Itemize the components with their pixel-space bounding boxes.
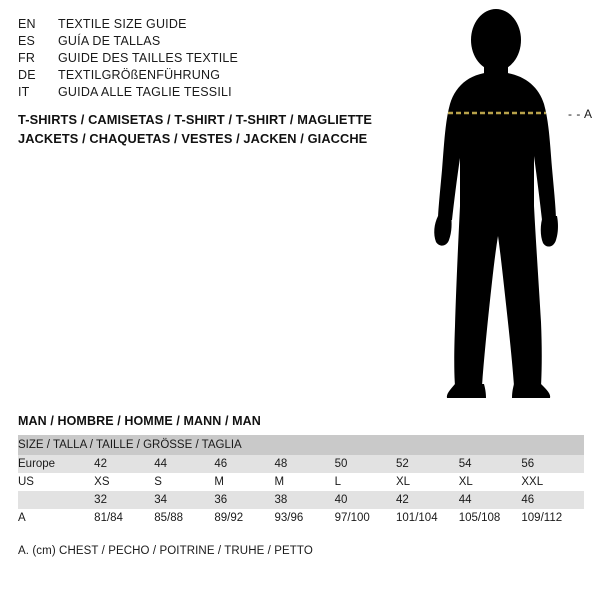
row-label: A xyxy=(18,509,94,527)
row-value: 50 xyxy=(335,455,396,473)
row-value: 48 xyxy=(275,455,335,473)
row-value: XL xyxy=(459,473,522,491)
language-code: IT xyxy=(18,85,30,99)
row-value: 46 xyxy=(521,491,584,509)
row-value: 97/100 xyxy=(335,509,396,527)
row-value: L xyxy=(335,473,396,491)
table-row xyxy=(18,455,584,473)
body-figure xyxy=(400,6,600,406)
row-value: 105/108 xyxy=(459,509,522,527)
row-value: 52 xyxy=(396,455,459,473)
language-row xyxy=(18,16,398,33)
table-row xyxy=(18,491,584,509)
row-value: 54 xyxy=(459,455,522,473)
language-code: EN xyxy=(18,17,36,31)
size-table xyxy=(18,435,584,527)
table-group-title: MAN / HOMBRE / HOMME / MANN / MAN xyxy=(18,414,261,428)
language-code: FR xyxy=(18,51,36,65)
language-header-block xyxy=(18,16,398,101)
language-row xyxy=(18,50,398,67)
row-value: 38 xyxy=(275,491,335,509)
row-label: Europe xyxy=(18,455,94,473)
row-value: 44 xyxy=(154,455,214,473)
table-row xyxy=(18,473,584,491)
category-jackets: JACKETS / CHAQUETAS / VESTES / JACKEN / GIACCHE xyxy=(18,131,368,146)
table-header-row xyxy=(18,435,584,455)
language-title: GUIDE DES TAILLES TEXTILE xyxy=(58,51,239,65)
language-row xyxy=(18,67,398,84)
chest-measure-label: - - A xyxy=(568,107,593,121)
row-value: XS xyxy=(94,473,154,491)
row-label: US xyxy=(18,473,94,491)
row-value: 40 xyxy=(335,491,396,509)
language-title: GUÍA DE TALLAS xyxy=(58,34,161,48)
row-value: XL xyxy=(396,473,459,491)
row-value: S xyxy=(154,473,214,491)
row-value: 101/104 xyxy=(396,509,459,527)
row-value: M xyxy=(275,473,335,491)
language-code: ES xyxy=(18,34,36,48)
row-value: 109/112 xyxy=(521,509,584,527)
row-value: 93/96 xyxy=(275,509,335,527)
male-silhouette-icon xyxy=(400,6,600,406)
measurement-footnote: A. (cm) CHEST / PECHO / POITRINE / TRUHE / PETTO xyxy=(18,545,313,557)
table-row xyxy=(18,509,584,527)
row-value: 56 xyxy=(521,455,584,473)
garment-category-block xyxy=(18,110,438,148)
row-value: 46 xyxy=(214,455,274,473)
row-value: 42 xyxy=(396,491,459,509)
language-title: TEXTILE SIZE GUIDE xyxy=(58,17,187,31)
row-value: 42 xyxy=(94,455,154,473)
language-row xyxy=(18,84,398,101)
row-value: 89/92 xyxy=(214,509,274,527)
row-value: XXL xyxy=(521,473,584,491)
language-title: TEXTILGRÖßENFÜHRUNG xyxy=(58,68,221,82)
row-value: 44 xyxy=(459,491,522,509)
row-label xyxy=(18,491,94,509)
row-value: 81/84 xyxy=(94,509,154,527)
row-value: 32 xyxy=(94,491,154,509)
size-table-section xyxy=(18,414,584,527)
language-code: DE xyxy=(18,68,36,82)
language-title: GUIDA ALLE TAGLIE TESSILI xyxy=(58,85,232,99)
category-tshirts: T-SHIRTS / CAMISETAS / T-SHIRT / T-SHIRT / MAGLIETTE xyxy=(18,112,373,127)
row-value: M xyxy=(214,473,274,491)
table-header-label: SIZE / TALLA / TAILLE / GRÖSSE / TAGLIA xyxy=(18,435,584,455)
row-value: 36 xyxy=(214,491,274,509)
language-row xyxy=(18,33,398,50)
row-value: 34 xyxy=(154,491,214,509)
row-value: 85/88 xyxy=(154,509,214,527)
